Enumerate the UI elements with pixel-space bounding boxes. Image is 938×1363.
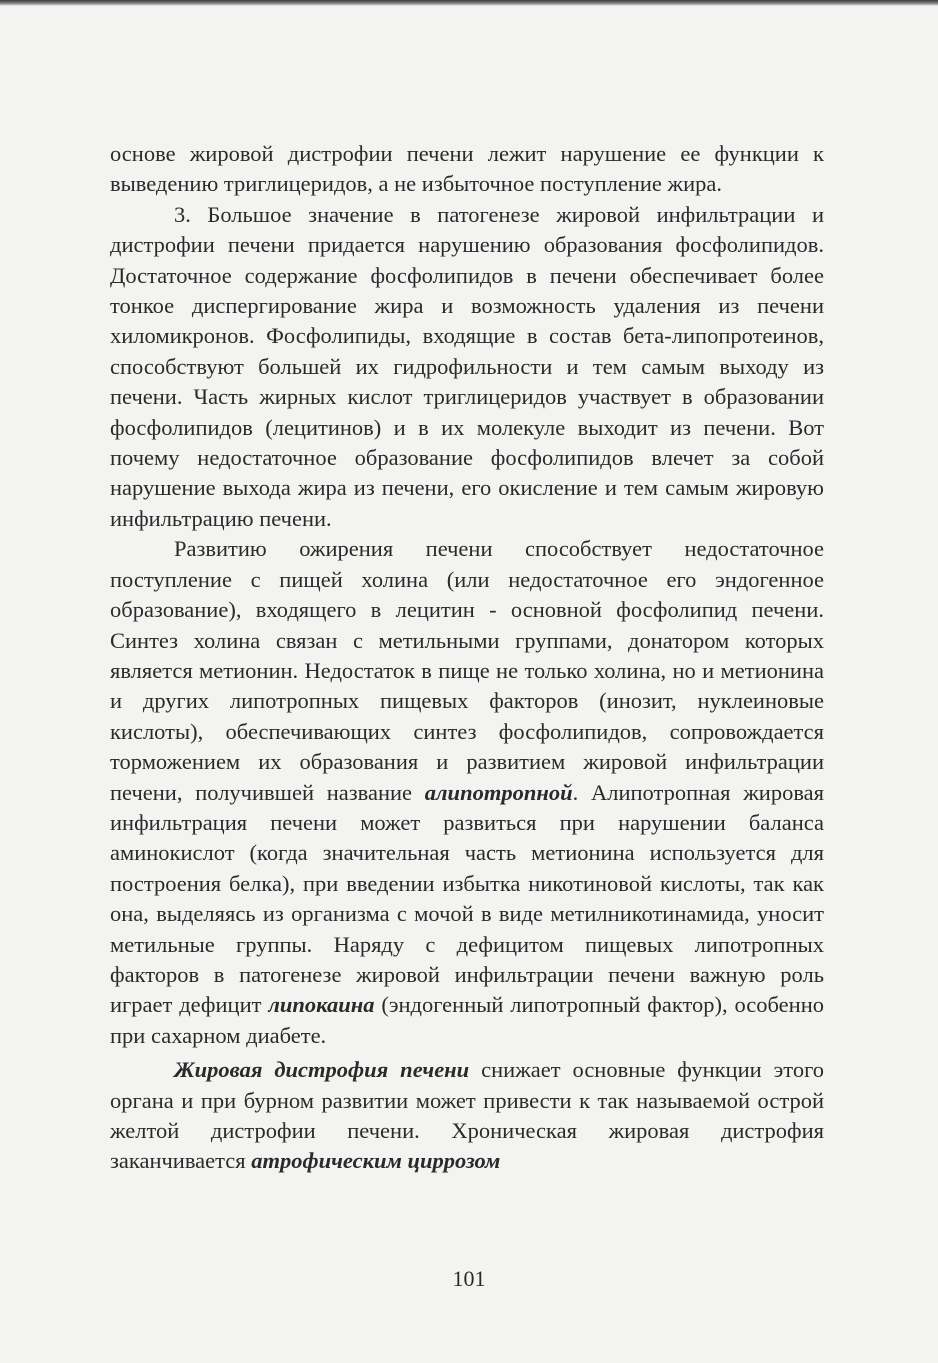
page-number: 101 xyxy=(452,1266,486,1291)
page-body xyxy=(110,139,824,1177)
text-segment: (эндогенный липотропный фактор), особенно при сахарном диабете. xyxy=(110,992,824,1048)
paragraph-fatty-dystrophy xyxy=(110,1055,824,1177)
term-lipocaine: липокаина xyxy=(268,992,375,1018)
text-segment: снижает основные функции этого органа и при бурном развитии может привести к так называемой острой желтой дистрофии печени. Хроническая жировая дистрофия заканчивается xyxy=(110,1057,824,1174)
term-alipotropic: алипотропной xyxy=(424,779,573,805)
text-segment: 3. Большое значение в патогенезе жировой инфильтрации и дистрофии печени придается нарушению образования фосфолипидов. Достаточное содержание фосфолипидов в печени обеспечивает более тонкое диспергирование жира и возможность удаления из печени хиломикронов. Фосфолипиды, входящие в состав бета-липопротеинов, способствуют большей их гидрофильности и тем самым выходу из печени. Часть жирных кислот триглицеридов участвует в образовании фосфолипидов (лецитинов) и в их молекуле выходит из печени. Вот почему недостаточное образование фосфолипидов влечет за собой нарушение выхода жира из печени, его окисление и тем самым жировую инфильтрацию печени. xyxy=(110,201,824,531)
text-segment: Развитию ожирения печени способствует недостаточное поступление с пищей холина (или недостаточное его эндогенное образование), входящего в лецитин - основной фосфолипид печени. Синтез холина связан с метильными группами, донатором которых является метионин. Недостаток в пище не только холина, но и метионина и других липотропных пищевых факторов (инозит, нуклеиновые кислоты), обеспечивающих синтез фосфолипидов, сопровождается торможением их образования и развитием жировой инфильтрации печени, получившей название xyxy=(110,536,824,805)
term-atrophic-cirrhosis: атрофическим циррозом xyxy=(251,1148,501,1174)
paragraph-phospholipids xyxy=(110,200,824,534)
scan-top-edge xyxy=(0,0,938,6)
paragraph-continuation xyxy=(110,139,824,200)
term-fatty-dystrophy: Жировая дистрофия печени xyxy=(174,1057,470,1083)
text-segment: . Алипотропная жировая инфильтрация печени может развиться при нарушении баланса аминокислот (когда значительная часть метионина используется для построения белка), при введении избытка никотиновой кислоты, так как она, выделяясь из организма с мочой в виде метилникотинамида, уносит метильные группы. Наряду с дефицитом пищевых липотропных факторов в патогенезе жировой инфильтрации печени важную роль играет дефицит xyxy=(110,779,824,1018)
text-segment: основе жировой дистрофии печени лежит нарушение ее функции к выведению триглицеридов, а не избыточное поступление жира. xyxy=(110,141,824,197)
paragraph-choline xyxy=(110,534,824,1051)
